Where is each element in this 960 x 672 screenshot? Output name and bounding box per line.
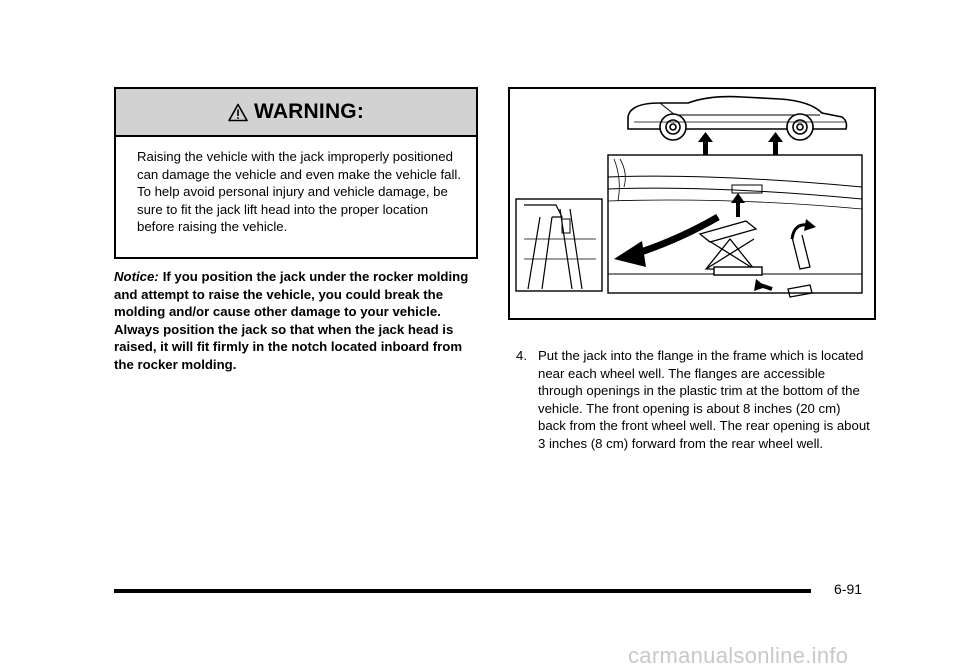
jack-illustration-svg [510,89,874,318]
jack-position-illustration [508,87,876,320]
notice-text: If you position the jack under the rocker molding and attempt to raise the vehicle, you could break the molding and/or cause other damage to your vehicle. Always position the jack so that when the jack head is raised, it will fit firmly in the notch located inboard from the rocker molding. [114,269,469,372]
step-text: Put the jack into the flange in the frame which is located near each wheel well. The flanges are accessible through openings in the plastic trim at the bottom of the vehicle. The front opening is about 8 inches (20 cm) back from the front wheel well. The rear opening is about 3 inches (8 cm) forward from the rear wheel well. [538,348,870,451]
warning-body: Raising the vehicle with the jack improperly positioned can damage the vehicle and even make the vehicle fall. To help avoid personal injury and vehicle damage, be sure to fit the jack lift head into the proper location before raising the vehicle. [137,149,462,235]
jack-location-arrows [698,132,783,155]
warning-header [116,89,476,137]
warning-title: WARNING: [253,100,365,123]
page-number: 6-91 [834,581,863,597]
notice-paragraph [114,268,484,374]
rocker-detail-panel [608,155,862,297]
watermark-text: carmanualsonline.info [628,643,849,668]
notice-label: Notice: [114,269,159,284]
footer-rule [114,589,811,593]
step-item [516,347,871,453]
notch-inset-panel [516,199,602,291]
step-number: 4. [516,348,527,363]
warning-triangle-icon [228,103,248,122]
warning-box [114,87,478,259]
car-side-view-icon [628,97,847,140]
